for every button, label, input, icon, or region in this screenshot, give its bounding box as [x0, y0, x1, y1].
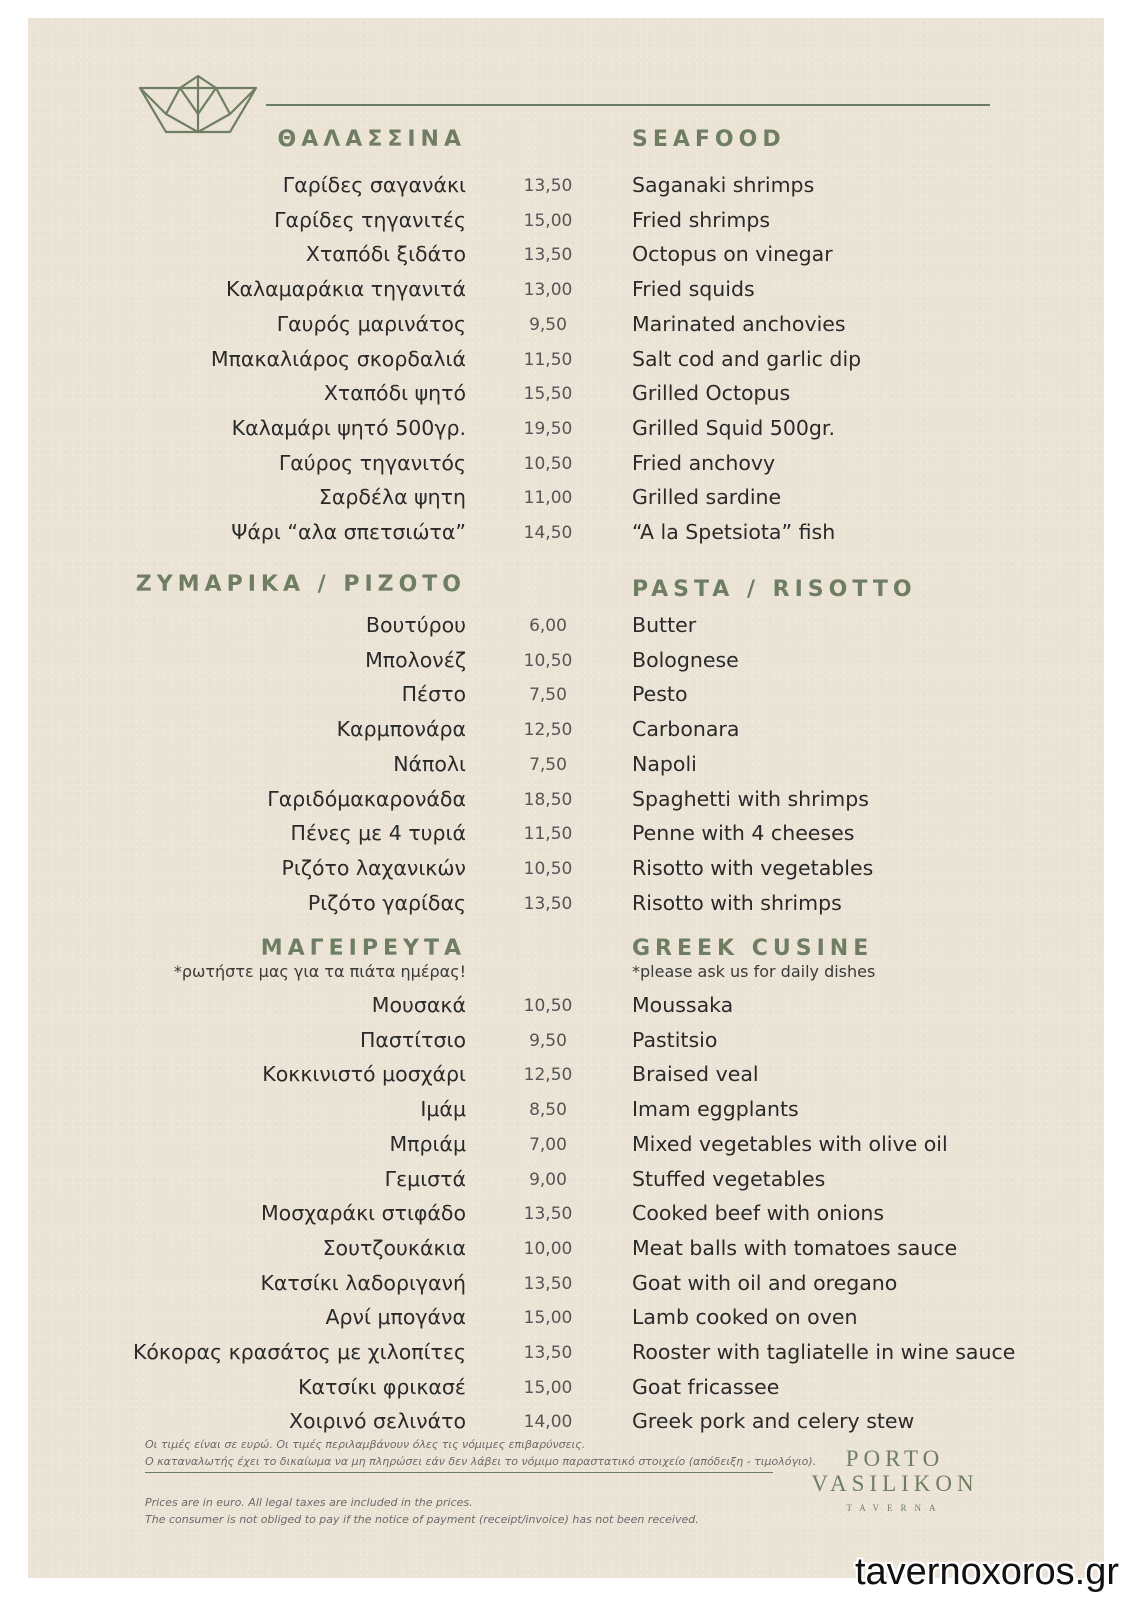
dish-price: 11,00 [523, 488, 573, 509]
dish-price: 19,50 [523, 418, 573, 439]
dish-price: 14,50 [523, 523, 573, 543]
menu-item-row [0, 376, 1131, 410]
dish-name-gr: Καλαμαράκια τηγανιτά [226, 277, 466, 302]
dish-price: 10,50 [523, 996, 573, 1016]
dish-name-en: Marinated anchovies [632, 311, 846, 336]
dish-name-gr: Αρνί μπογάνα [325, 1305, 466, 1330]
dish-name-gr: Γαύρος τηγανιτός [278, 450, 466, 475]
menu-item-row [0, 1335, 1131, 1369]
dish-name-en: “A la Spetsiota” fish [632, 520, 836, 544]
section-title-gr: ΘΑΛΑΣΣΙΝΑ [277, 127, 466, 152]
dish-name-gr: Γαρίδες σαγανάκι [282, 173, 466, 197]
menu-item-row [0, 515, 1131, 549]
dish-name-gr: Χταπόδι ξιδάτο [305, 242, 466, 267]
dish-name-gr: Μπακαλιάρος σκορδαλιά [210, 346, 466, 371]
dish-name-en: Bolognese [632, 647, 739, 672]
dish-name-en: Spaghetti with shrimps [632, 786, 869, 811]
dish-name-en: Napoli [632, 751, 697, 776]
dish-price: 13,50 [523, 893, 573, 914]
menu-item-row [0, 712, 1131, 746]
menu-item-row [0, 446, 1131, 480]
menu-item-row [0, 643, 1131, 677]
menu-item-row [0, 1231, 1131, 1265]
dish-price: 13,50 [523, 245, 573, 266]
menu-item-row [0, 1092, 1131, 1126]
dish-name-gr: Μπριάμ [389, 1131, 466, 1156]
menu-item-row [0, 1162, 1131, 1196]
menu-item-row [0, 1196, 1131, 1230]
footer-divider [145, 1472, 773, 1473]
dish-name-en: Pesto [632, 682, 688, 707]
dish-name-gr: Καλαμάρι ψητό 500γρ. [231, 415, 466, 440]
dish-name-gr: Γαριδόμακαρονάδα [267, 786, 466, 811]
menu-item-row [0, 886, 1131, 920]
menu-item-row [0, 168, 1131, 202]
dish-name-en: Braised veal [632, 1062, 759, 1087]
dish-name-en: Risotto with shrimps [632, 890, 842, 915]
dish-price: 15,00 [523, 1377, 573, 1398]
dish-name-gr: Γεμιστά [384, 1166, 466, 1191]
dish-name-en: Rooster with tagliatelle in wine sauce [632, 1340, 1016, 1364]
dish-name-gr: Μουσακά [371, 993, 466, 1017]
footer-note-en-2: The consumer is not obliged to pay if the notice of payment (receipt/invoice) has not been received. [145, 1513, 699, 1526]
dish-name-en: Grilled Squid 500gr. [632, 415, 835, 440]
dish-name-en: Fried anchovy [632, 450, 776, 475]
menu-item-row [0, 608, 1131, 642]
dish-price: 14,00 [523, 1412, 573, 1433]
section-title-gr: ΜΑΓΕΙΡΕΥΤΑ [260, 936, 466, 961]
paper-boat-logo-icon [138, 74, 258, 136]
dish-name-gr: Ψάρι “αλα σπετσιώτα” [231, 520, 466, 544]
dish-price: 7,00 [529, 1134, 567, 1155]
menu-item-row [0, 1370, 1131, 1404]
menu-item-row [0, 237, 1131, 271]
dish-price: 12,50 [523, 1065, 573, 1086]
section-note-gr: *ρωτήστε μας για τα πιάτα ημέρας! [173, 962, 466, 981]
dish-price: 13,00 [523, 280, 573, 301]
dish-name-gr: Γαυρός μαρινάτος [276, 311, 466, 336]
dish-name-gr: Κόκορας κρασάτος με χιλοπίτες [132, 1340, 466, 1364]
menu-item-row [0, 816, 1131, 850]
dish-name-gr: Μοσχαράκι στιφάδο [260, 1201, 466, 1226]
dish-name-gr: Χταπόδι ψητό [323, 381, 466, 406]
dish-name-en: Greek pork and celery stew [632, 1409, 915, 1434]
dish-name-gr: Νάπολι [393, 751, 466, 776]
footer-note-gr-2: Ο καταναλωτής έχει το δικαίωμα να μη πληρώσει εάν δεν λάβει το νόμιμο παραστατικό στοιχείο (απόδειξη - τιμολόγιο). [145, 1455, 817, 1468]
dish-price: 12,50 [523, 720, 573, 741]
dish-name-en: Saganaki shrimps [632, 173, 815, 197]
dish-name-gr: Πένες με 4 τυριά [290, 821, 466, 846]
dish-name-gr: Πέστο [401, 682, 466, 707]
dish-name-gr: Μπολονέζ [365, 647, 466, 672]
menu-item-row [0, 272, 1131, 306]
dish-price: 8,50 [529, 1100, 567, 1121]
dish-price: 9,50 [529, 1030, 567, 1051]
footer-note-en-1: Prices are in euro. All legal taxes are included in the prices. [145, 1496, 473, 1509]
dish-name-en: Imam eggplants [632, 1097, 799, 1122]
dish-name-en: Meat balls with tomatoes sauce [632, 1235, 958, 1260]
dish-price: 9,50 [529, 314, 567, 335]
dish-name-en: Fried squids [632, 277, 755, 302]
dish-price: 9,00 [529, 1169, 567, 1190]
dish-name-gr: Ιμάμ [420, 1097, 466, 1122]
dish-name-gr: Χοιρινό σελινάτο [289, 1409, 466, 1434]
dish-name-en: Salt cod and garlic dip [632, 346, 862, 371]
menu-item-row [0, 342, 1131, 376]
menu-item-row [0, 782, 1131, 816]
dish-name-en: Moussaka [632, 993, 734, 1017]
dish-name-en: Risotto with vegetables [632, 855, 874, 880]
dish-name-en: Cooked beef with onions [632, 1201, 885, 1226]
dish-price: 18,50 [523, 789, 573, 810]
dish-name-en: Butter [632, 613, 697, 637]
dish-name-en: Penne with 4 cheeses [632, 821, 855, 846]
dish-name-gr: Κατσίκι φρικασέ [298, 1374, 466, 1399]
dish-price: 13,50 [523, 1343, 573, 1363]
dish-name-en: Goat with oil and oregano [632, 1270, 898, 1295]
dish-name-gr: Βουτύρου [365, 613, 466, 637]
menu-item-row [0, 411, 1131, 445]
menu-item-row [0, 203, 1131, 237]
dish-price: 6,00 [529, 616, 567, 636]
section-title-en: GREEK CUSINE [632, 936, 874, 961]
menu-item-row [0, 1266, 1131, 1300]
menu-item-row [0, 307, 1131, 341]
dish-name-gr: Ριζότο γαρίδας [307, 890, 466, 915]
dish-price: 11,50 [523, 349, 573, 370]
section-note-en: *please ask us for daily dishes [632, 962, 876, 981]
dish-price: 11,50 [523, 824, 573, 845]
dish-price: 7,50 [529, 754, 567, 775]
dish-price: 13,50 [523, 1273, 573, 1294]
dish-name-en: Mixed vegetables with olive oil [632, 1131, 948, 1156]
dish-price: 15,50 [523, 384, 573, 405]
section-title-gr: ΖΥΜΑΡΙΚΑ / ΡΙΖΟΤΟ [135, 572, 466, 597]
dish-name-gr: Παστίτσιο [359, 1027, 466, 1052]
dish-name-gr: Ριζότο λαχανικών [281, 855, 466, 880]
dish-price: 10,50 [523, 858, 573, 879]
dish-name-gr: Κοκκινιστό μοσχάρι [262, 1062, 466, 1087]
menu-item-row [0, 1127, 1131, 1161]
brand-name-line1: PORTO [845, 1446, 945, 1471]
footer-note-gr-1: Οι τιμές είναι σε ευρώ. Οι τιμές περιλαμβάνουν όλες τις νόμιμες επιβαρύνσεις. [145, 1438, 586, 1451]
dish-price: 10,00 [523, 1238, 573, 1259]
dish-name-en: Stuffed vegetables [632, 1166, 826, 1191]
dish-price: 10,50 [523, 453, 573, 474]
dish-name-en: Octopus on vinegar [632, 242, 833, 267]
dish-name-en: Goat fricassee [632, 1374, 780, 1399]
dish-name-en: Grilled sardine [632, 485, 782, 510]
dish-price: 7,50 [529, 685, 567, 706]
dish-price: 10,50 [523, 650, 573, 671]
dish-name-en: Pastitsio [632, 1027, 718, 1052]
dish-name-en: Grilled Octopus [632, 381, 791, 406]
section-title-en: PASTA / RISOTTO [632, 577, 917, 602]
menu-item-row [0, 1404, 1131, 1438]
menu-item-row [0, 1023, 1131, 1057]
menu-item-row [0, 1300, 1131, 1334]
section-title-en: SEAFOOD [632, 127, 786, 152]
menu-item-row [0, 1057, 1131, 1091]
dish-name-en: Lamb cooked on oven [632, 1305, 858, 1330]
dish-name-gr: Καρμπονάρα [336, 717, 466, 742]
dish-name-en: Carbonara [632, 717, 740, 742]
dish-name-en: Fried shrimps [632, 207, 771, 232]
menu-item-row [0, 851, 1131, 885]
menu-item-row [0, 677, 1131, 711]
dish-name-gr: Σαρδέλα ψητη [318, 485, 466, 510]
dish-price: 13,50 [523, 176, 573, 196]
dish-price: 15,00 [523, 1308, 573, 1329]
site-watermark: tavernoxoros.gr [854, 1551, 1119, 1593]
dish-name-gr: Γαρίδες τηγανιτές [274, 207, 466, 232]
menu-item-row [0, 480, 1131, 514]
dish-price: 15,00 [523, 210, 573, 231]
brand-name-line2: VASILIKON [811, 1471, 979, 1496]
dish-name-gr: Κατσίκι λαδοριγανή [260, 1270, 466, 1295]
dish-price: 13,50 [523, 1204, 573, 1225]
top-divider [266, 104, 990, 106]
menu-item-row [0, 988, 1131, 1022]
dish-name-gr: Σουτζουκάκια [322, 1235, 466, 1260]
menu-item-row [0, 747, 1131, 781]
brand-subtitle: TAVERNA [846, 1503, 944, 1513]
